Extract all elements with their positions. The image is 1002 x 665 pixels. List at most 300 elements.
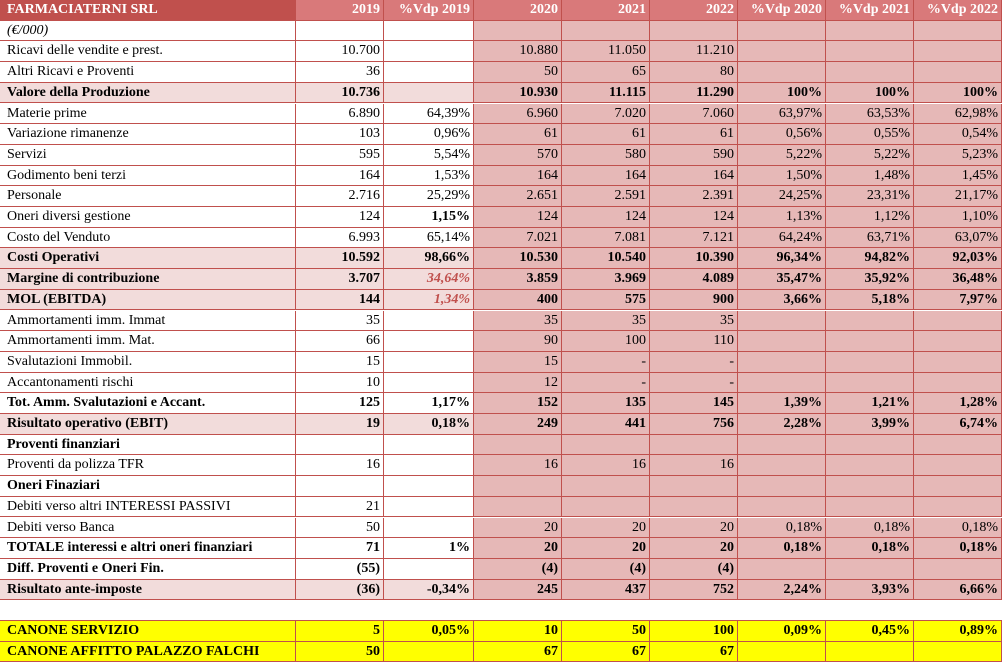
cell-7[interactable] xyxy=(826,311,914,332)
row-label[interactable]: Valore della Produzione xyxy=(0,83,296,104)
cell-7[interactable] xyxy=(826,331,914,352)
cell-8[interactable] xyxy=(914,373,1002,394)
cell-5[interactable]: 590 xyxy=(650,145,738,166)
cell-1[interactable]: 10.700 xyxy=(296,41,384,62)
cell-7[interactable] xyxy=(826,455,914,476)
cell-4[interactable]: 437 xyxy=(562,580,650,601)
row-label[interactable]: Costo del Venduto xyxy=(0,228,296,249)
cell-2[interactable] xyxy=(384,373,474,394)
cell-7[interactable]: 1,12% xyxy=(826,207,914,228)
cell-3[interactable]: 245 xyxy=(474,580,562,601)
cell-3[interactable] xyxy=(474,435,562,456)
cell-1[interactable]: 6.993 xyxy=(296,228,384,249)
cell-3[interactable]: 20 xyxy=(474,518,562,539)
cell-3[interactable] xyxy=(474,21,562,42)
cell-6[interactable]: 3,66% xyxy=(738,290,826,311)
table-row xyxy=(0,124,1002,145)
spacer-cell xyxy=(296,600,384,621)
cell-6[interactable]: 1,13% xyxy=(738,207,826,228)
cell-3[interactable] xyxy=(474,476,562,497)
cell-4[interactable]: 441 xyxy=(562,414,650,435)
cell-4[interactable]: 50 xyxy=(562,621,650,642)
cell-7[interactable]: %Vdp 2021 xyxy=(826,0,914,21)
cell-6[interactable]: 0,56% xyxy=(738,124,826,145)
cell-7[interactable] xyxy=(826,559,914,580)
row-label[interactable]: CANONE SERVIZIO xyxy=(0,621,296,642)
cell-2[interactable]: 1,34% xyxy=(384,290,474,311)
cell-2[interactable] xyxy=(384,455,474,476)
cell-6[interactable]: 5,22% xyxy=(738,145,826,166)
cell-3[interactable]: 400 xyxy=(474,290,562,311)
table-row xyxy=(0,41,1002,62)
table-row xyxy=(0,228,1002,249)
cell-3[interactable]: 164 xyxy=(474,166,562,187)
cell-5[interactable]: 4.089 xyxy=(650,269,738,290)
cell-6[interactable]: 100% xyxy=(738,83,826,104)
cell-7[interactable]: 0,55% xyxy=(826,124,914,145)
cell-2[interactable] xyxy=(384,62,474,83)
cell-7[interactable]: 1,21% xyxy=(826,393,914,414)
table-row xyxy=(0,518,1002,539)
cell-4[interactable]: 2021 xyxy=(562,0,650,21)
row-label[interactable]: MOL (EBITDA) xyxy=(0,290,296,311)
cell-1[interactable]: 103 xyxy=(296,124,384,145)
cell-8[interactable]: 6,66% xyxy=(914,580,1002,601)
cell-7[interactable] xyxy=(826,41,914,62)
cell-1[interactable]: 5 xyxy=(296,621,384,642)
cell-7[interactable]: 3,99% xyxy=(826,414,914,435)
cell-1[interactable]: 50 xyxy=(296,518,384,539)
cell-8[interactable] xyxy=(914,41,1002,62)
cell-1[interactable]: (55) xyxy=(296,559,384,580)
cell-4[interactable]: 16 xyxy=(562,455,650,476)
cell-2[interactable] xyxy=(384,642,474,663)
cell-6[interactable]: 0,09% xyxy=(738,621,826,642)
cell-3[interactable] xyxy=(474,497,562,518)
cell-8[interactable] xyxy=(914,21,1002,42)
cell-7[interactable]: 5,22% xyxy=(826,145,914,166)
cell-8[interactable]: 100% xyxy=(914,83,1002,104)
row-label[interactable]: (€/000) xyxy=(0,21,296,42)
cell-1[interactable]: 15 xyxy=(296,352,384,373)
cell-3[interactable]: 152 xyxy=(474,393,562,414)
cell-1[interactable]: 50 xyxy=(296,642,384,663)
row-label[interactable]: Margine di contribuzione xyxy=(0,269,296,290)
cell-5[interactable] xyxy=(650,435,738,456)
cell-3[interactable]: 10 xyxy=(474,621,562,642)
cell-2[interactable] xyxy=(384,559,474,580)
cell-8[interactable]: 1,45% xyxy=(914,166,1002,187)
cell-5[interactable]: 20 xyxy=(650,538,738,559)
cell-2[interactable]: 1% xyxy=(384,538,474,559)
cell-8[interactable] xyxy=(914,435,1002,456)
cell-4[interactable]: 35 xyxy=(562,311,650,332)
cell-4[interactable]: 580 xyxy=(562,145,650,166)
cell-3[interactable]: 124 xyxy=(474,207,562,228)
cell-5[interactable]: 100 xyxy=(650,621,738,642)
cell-3[interactable]: 3.859 xyxy=(474,269,562,290)
cell-8[interactable] xyxy=(914,311,1002,332)
cell-8[interactable] xyxy=(914,497,1002,518)
cell-1[interactable]: 164 xyxy=(296,166,384,187)
cell-1[interactable]: 6.890 xyxy=(296,104,384,125)
cell-5[interactable]: 7.060 xyxy=(650,104,738,125)
row-label[interactable]: Debiti verso altri INTERESSI PASSIVI xyxy=(0,497,296,518)
cell-3[interactable]: 20 xyxy=(474,538,562,559)
cell-2[interactable] xyxy=(384,21,474,42)
cell-2[interactable]: 25,29% xyxy=(384,186,474,207)
cell-8[interactable]: 1,28% xyxy=(914,393,1002,414)
cell-2[interactable] xyxy=(384,41,474,62)
cell-1[interactable]: 125 xyxy=(296,393,384,414)
cell-6[interactable] xyxy=(738,21,826,42)
cell-8[interactable]: 6,74% xyxy=(914,414,1002,435)
row-label[interactable]: Ricavi delle vendite e prest. xyxy=(0,41,296,62)
cell-7[interactable] xyxy=(826,435,914,456)
cell-6[interactable]: 1,39% xyxy=(738,393,826,414)
cell-4[interactable] xyxy=(562,497,650,518)
cell-7[interactable]: 5,18% xyxy=(826,290,914,311)
cell-8[interactable]: %Vdp 2022 xyxy=(914,0,1002,21)
cell-1[interactable]: 21 xyxy=(296,497,384,518)
cell-1[interactable]: 2019 xyxy=(296,0,384,21)
cell-4[interactable]: 575 xyxy=(562,290,650,311)
table-row xyxy=(0,166,1002,187)
table-row xyxy=(0,352,1002,373)
row-label[interactable]: Servizi xyxy=(0,145,296,166)
cell-2[interactable] xyxy=(384,352,474,373)
cell-1[interactable] xyxy=(296,435,384,456)
table-row xyxy=(0,559,1002,580)
cell-5[interactable]: 756 xyxy=(650,414,738,435)
cell-7[interactable]: 23,31% xyxy=(826,186,914,207)
cell-2[interactable]: 1,17% xyxy=(384,393,474,414)
cell-4[interactable]: 164 xyxy=(562,166,650,187)
table-row xyxy=(0,186,1002,207)
cell-1[interactable]: 124 xyxy=(296,207,384,228)
cell-4[interactable]: 65 xyxy=(562,62,650,83)
cell-2[interactable]: 64,39% xyxy=(384,104,474,125)
cell-5[interactable]: - xyxy=(650,352,738,373)
cell-6[interactable]: 1,50% xyxy=(738,166,826,187)
row-label[interactable]: Godimento beni terzi xyxy=(0,166,296,187)
cell-5[interactable]: 2022 xyxy=(650,0,738,21)
cell-5[interactable]: 110 xyxy=(650,331,738,352)
cell-6[interactable] xyxy=(738,41,826,62)
cell-3[interactable]: 2.651 xyxy=(474,186,562,207)
cell-4[interactable]: 10.540 xyxy=(562,248,650,269)
cell-5[interactable] xyxy=(650,497,738,518)
cell-4[interactable]: 2.591 xyxy=(562,186,650,207)
cell-5[interactable]: 61 xyxy=(650,124,738,145)
cell-4[interactable] xyxy=(562,476,650,497)
row-label[interactable]: Oneri Finaziari xyxy=(0,476,296,497)
cell-2[interactable] xyxy=(384,497,474,518)
cell-5[interactable]: 164 xyxy=(650,166,738,187)
cell-8[interactable]: 0,18% xyxy=(914,538,1002,559)
cell-1[interactable]: 16 xyxy=(296,455,384,476)
row-label[interactable]: Diff. Proventi e Oneri Fin. xyxy=(0,559,296,580)
cell-1[interactable]: 35 xyxy=(296,311,384,332)
cell-1[interactable]: 10.736 xyxy=(296,83,384,104)
cell-4[interactable]: 20 xyxy=(562,538,650,559)
table-row xyxy=(0,476,1002,497)
row-label[interactable]: TOTALE interessi e altri oneri finanziari xyxy=(0,538,296,559)
cell-8[interactable]: 21,17% xyxy=(914,186,1002,207)
cell-6[interactable]: 2,24% xyxy=(738,580,826,601)
cell-6[interactable] xyxy=(738,331,826,352)
cell-3[interactable]: 61 xyxy=(474,124,562,145)
cell-2[interactable]: 0,96% xyxy=(384,124,474,145)
table-row xyxy=(0,104,1002,125)
cell-5[interactable] xyxy=(650,21,738,42)
cell-5[interactable]: 10.390 xyxy=(650,248,738,269)
cell-4[interactable] xyxy=(562,21,650,42)
cell-6[interactable]: 2,28% xyxy=(738,414,826,435)
cell-4[interactable]: 3.969 xyxy=(562,269,650,290)
cell-8[interactable]: 63,07% xyxy=(914,228,1002,249)
row-label[interactable]: Oneri diversi gestione xyxy=(0,207,296,228)
cell-1[interactable] xyxy=(296,476,384,497)
cell-4[interactable]: 11.050 xyxy=(562,41,650,62)
cell-7[interactable]: 63,71% xyxy=(826,228,914,249)
cell-3[interactable]: 90 xyxy=(474,331,562,352)
row-label[interactable]: Tot. Amm. Svalutazioni e Accant. xyxy=(0,393,296,414)
cell-5[interactable]: 2.391 xyxy=(650,186,738,207)
cell-6[interactable] xyxy=(738,559,826,580)
cell-4[interactable]: (4) xyxy=(562,559,650,580)
row-label[interactable]: Risultato ante-imposte xyxy=(0,580,296,601)
cell-6[interactable]: 0,18% xyxy=(738,538,826,559)
cell-8[interactable] xyxy=(914,476,1002,497)
cell-8[interactable] xyxy=(914,331,1002,352)
cell-1[interactable]: 66 xyxy=(296,331,384,352)
cell-4[interactable]: 7.020 xyxy=(562,104,650,125)
row-label[interactable]: Materie prime xyxy=(0,104,296,125)
cell-6[interactable]: 24,25% xyxy=(738,186,826,207)
cell-5[interactable]: 124 xyxy=(650,207,738,228)
cell-8[interactable]: 1,10% xyxy=(914,207,1002,228)
cell-3[interactable]: 2020 xyxy=(474,0,562,21)
cell-6[interactable]: 64,24% xyxy=(738,228,826,249)
row-label[interactable]: Variazione rimanenze xyxy=(0,124,296,145)
cell-7[interactable] xyxy=(826,373,914,394)
cell-6[interactable]: %Vdp 2020 xyxy=(738,0,826,21)
cell-3[interactable]: 16 xyxy=(474,455,562,476)
cell-7[interactable]: 0,18% xyxy=(826,518,914,539)
cell-6[interactable]: 96,34% xyxy=(738,248,826,269)
row-label[interactable]: Proventi da polizza TFR xyxy=(0,455,296,476)
cell-7[interactable] xyxy=(826,497,914,518)
row-label[interactable]: Proventi finanziari xyxy=(0,435,296,456)
cell-6[interactable] xyxy=(738,497,826,518)
cell-7[interactable]: 63,53% xyxy=(826,104,914,125)
cell-8[interactable]: 5,23% xyxy=(914,145,1002,166)
cell-2[interactable]: 1,53% xyxy=(384,166,474,187)
cell-1[interactable] xyxy=(296,21,384,42)
row-label[interactable]: Svalutazioni Immobil. xyxy=(0,352,296,373)
cell-7[interactable]: 94,82% xyxy=(826,248,914,269)
spacer-cell xyxy=(0,600,296,621)
spacer-row xyxy=(0,600,1002,621)
cell-1[interactable]: 595 xyxy=(296,145,384,166)
cell-2[interactable]: 98,66% xyxy=(384,248,474,269)
cell-7[interactable] xyxy=(826,642,914,663)
cell-6[interactable] xyxy=(738,455,826,476)
cell-5[interactable]: (4) xyxy=(650,559,738,580)
cell-6[interactable] xyxy=(738,352,826,373)
cell-4[interactable]: 124 xyxy=(562,207,650,228)
cell-7[interactable] xyxy=(826,62,914,83)
cell-6[interactable] xyxy=(738,62,826,83)
cell-2[interactable]: 34,64% xyxy=(384,269,474,290)
cell-1[interactable]: 71 xyxy=(296,538,384,559)
cell-3[interactable]: 7.021 xyxy=(474,228,562,249)
cell-4[interactable]: 100 xyxy=(562,331,650,352)
cell-2[interactable]: 65,14% xyxy=(384,228,474,249)
cell-4[interactable]: 135 xyxy=(562,393,650,414)
cell-8[interactable]: 0,54% xyxy=(914,124,1002,145)
cell-2[interactable]: 0,05% xyxy=(384,621,474,642)
cell-7[interactable] xyxy=(826,21,914,42)
cell-5[interactable]: 145 xyxy=(650,393,738,414)
cell-5[interactable]: 752 xyxy=(650,580,738,601)
cell-1[interactable]: 10 xyxy=(296,373,384,394)
cell-8[interactable] xyxy=(914,559,1002,580)
cell-5[interactable]: 20 xyxy=(650,518,738,539)
cell-6[interactable] xyxy=(738,311,826,332)
table-row xyxy=(0,145,1002,166)
cell-2[interactable]: 1,15% xyxy=(384,207,474,228)
cell-2[interactable]: -0,34% xyxy=(384,580,474,601)
cell-4[interactable]: - xyxy=(562,352,650,373)
cell-5[interactable]: 67 xyxy=(650,642,738,663)
row-label[interactable]: Personale xyxy=(0,186,296,207)
spacer-cell xyxy=(914,600,1002,621)
cell-2[interactable] xyxy=(384,311,474,332)
cell-1[interactable]: 36 xyxy=(296,62,384,83)
cell-6[interactable]: 63,97% xyxy=(738,104,826,125)
cell-5[interactable]: 7.121 xyxy=(650,228,738,249)
cell-6[interactable] xyxy=(738,373,826,394)
cell-7[interactable] xyxy=(826,476,914,497)
row-label[interactable]: Accantonamenti rischi xyxy=(0,373,296,394)
cell-3[interactable]: 10.880 xyxy=(474,41,562,62)
spacer-cell xyxy=(562,600,650,621)
cell-6[interactable] xyxy=(738,476,826,497)
row-label[interactable]: CANONE AFFITTO PALAZZO FALCHI xyxy=(0,642,296,663)
cell-1[interactable]: 3.707 xyxy=(296,269,384,290)
cell-3[interactable]: 67 xyxy=(474,642,562,663)
cell-2[interactable] xyxy=(384,518,474,539)
cell-2[interactable]: %Vdp 2019 xyxy=(384,0,474,21)
cell-5[interactable]: - xyxy=(650,373,738,394)
cell-6[interactable]: 35,47% xyxy=(738,269,826,290)
row-label[interactable]: Altri Ricavi e Proventi xyxy=(0,62,296,83)
cell-1[interactable]: 10.592 xyxy=(296,248,384,269)
cell-2[interactable]: 0,18% xyxy=(384,414,474,435)
cell-7[interactable]: 3,93% xyxy=(826,580,914,601)
cell-3[interactable]: 15 xyxy=(474,352,562,373)
row-label[interactable]: Ammortamenti imm. Mat. xyxy=(0,331,296,352)
cell-3[interactable]: 35 xyxy=(474,311,562,332)
cell-4[interactable]: 67 xyxy=(562,642,650,663)
cell-6[interactable] xyxy=(738,642,826,663)
cell-5[interactable]: 35 xyxy=(650,311,738,332)
cell-3[interactable]: (4) xyxy=(474,559,562,580)
cell-2[interactable] xyxy=(384,476,474,497)
cell-4[interactable]: - xyxy=(562,373,650,394)
cell-8[interactable] xyxy=(914,455,1002,476)
cell-7[interactable]: 0,18% xyxy=(826,538,914,559)
cell-2[interactable] xyxy=(384,83,474,104)
cell-7[interactable]: 35,92% xyxy=(826,269,914,290)
cell-8[interactable] xyxy=(914,642,1002,663)
cell-1[interactable]: 19 xyxy=(296,414,384,435)
cell-8[interactable]: 36,48% xyxy=(914,269,1002,290)
cell-3[interactable]: 50 xyxy=(474,62,562,83)
cell-8[interactable] xyxy=(914,62,1002,83)
table-row xyxy=(0,455,1002,476)
row-label[interactable]: Ammortamenti imm. Immat xyxy=(0,311,296,332)
cell-3[interactable]: 570 xyxy=(474,145,562,166)
cell-5[interactable] xyxy=(650,476,738,497)
cell-8[interactable]: 92,03% xyxy=(914,248,1002,269)
cell-5[interactable]: 11.290 xyxy=(650,83,738,104)
table-row xyxy=(0,311,1002,332)
cell-8[interactable] xyxy=(914,352,1002,373)
cell-2[interactable] xyxy=(384,331,474,352)
cell-3[interactable]: 12 xyxy=(474,373,562,394)
row-label[interactable]: Risultato operativo (EBIT) xyxy=(0,414,296,435)
cell-1[interactable]: 144 xyxy=(296,290,384,311)
cell-5[interactable]: 16 xyxy=(650,455,738,476)
cell-8[interactable]: 62,98% xyxy=(914,104,1002,125)
cell-2[interactable] xyxy=(384,435,474,456)
cell-4[interactable] xyxy=(562,435,650,456)
cell-7[interactable]: 0,45% xyxy=(826,621,914,642)
cell-7[interactable]: 100% xyxy=(826,83,914,104)
cell-7[interactable]: 1,48% xyxy=(826,166,914,187)
row-label[interactable]: FARMACIATERNI SRL xyxy=(0,0,296,21)
cell-4[interactable]: 11.115 xyxy=(562,83,650,104)
cell-4[interactable]: 61 xyxy=(562,124,650,145)
row-label[interactable]: Costi Operativi xyxy=(0,248,296,269)
cell-7[interactable] xyxy=(826,352,914,373)
table-row xyxy=(0,331,1002,352)
cell-4[interactable]: 20 xyxy=(562,518,650,539)
cell-3[interactable]: 10.930 xyxy=(474,83,562,104)
table-row xyxy=(0,290,1002,311)
cell-8[interactable]: 0,18% xyxy=(914,518,1002,539)
cell-4[interactable]: 7.081 xyxy=(562,228,650,249)
cell-6[interactable] xyxy=(738,435,826,456)
cell-6[interactable]: 0,18% xyxy=(738,518,826,539)
cell-5[interactable]: 80 xyxy=(650,62,738,83)
table-row xyxy=(0,497,1002,518)
cell-3[interactable]: 6.960 xyxy=(474,104,562,125)
cell-5[interactable]: 11.210 xyxy=(650,41,738,62)
cell-2[interactable]: 5,54% xyxy=(384,145,474,166)
row-label[interactable]: Debiti verso Banca xyxy=(0,518,296,539)
cell-1[interactable]: 2.716 xyxy=(296,186,384,207)
cell-1[interactable]: (36) xyxy=(296,580,384,601)
cell-8[interactable]: 0,89% xyxy=(914,621,1002,642)
cell-3[interactable]: 249 xyxy=(474,414,562,435)
cell-3[interactable]: 10.530 xyxy=(474,248,562,269)
cell-5[interactable]: 900 xyxy=(650,290,738,311)
cell-8[interactable]: 7,97% xyxy=(914,290,1002,311)
